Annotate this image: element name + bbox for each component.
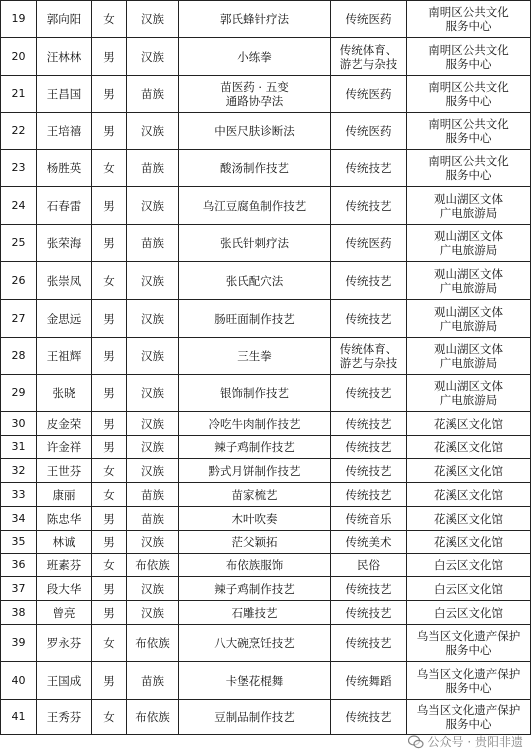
table-row [1,577,531,601]
table-row [1,601,531,625]
cell-gender: 男 [92,76,127,113]
cell-ethnicity: 苗族 [127,483,179,507]
table-row [1,459,531,483]
cell-name: 王秀芬 [37,700,92,735]
cell-project: 辣子鸡制作技艺 [179,577,331,601]
cell-category: 传统医药 [331,76,407,113]
cell-project: 郭氏蜂针疗法 [179,1,331,38]
cell-category: 传统技艺 [331,262,407,300]
cell-number: 23 [1,150,37,187]
cell-project: 肠旺面制作技艺 [179,300,331,338]
table-row [1,76,531,113]
cell-name: 许金祥 [37,436,92,459]
cell-gender: 女 [92,483,127,507]
cell-number: 26 [1,262,37,300]
cell-category: 传统技艺 [331,577,407,601]
cell-unit: 观山湖区文体 广电旅游局 [407,262,531,300]
cell-number: 28 [1,338,37,375]
cell-project: 木叶吹奏 [179,507,331,531]
cell-gender: 女 [92,262,127,300]
cell-unit: 观山湖区文体 广电旅游局 [407,375,531,412]
cell-category: 传统技艺 [331,187,407,225]
cell-gender: 男 [92,412,127,436]
cell-category: 传统技艺 [331,700,407,735]
cell-category: 传统技艺 [331,375,407,412]
cell-unit: 乌当区文化遗产保护 服务中心 [407,700,531,735]
cell-ethnicity: 汉族 [127,187,179,225]
cell-ethnicity: 汉族 [127,577,179,601]
cell-ethnicity: 汉族 [127,262,179,300]
cell-name: 陈忠华 [37,507,92,531]
table-body [1,1,531,735]
cell-name: 林诚 [37,531,92,554]
cell-ethnicity: 苗族 [127,225,179,262]
cell-ethnicity: 汉族 [127,38,179,76]
cell-number: 24 [1,187,37,225]
cell-category: 传统技艺 [331,150,407,187]
cell-unit: 南明区公共文化 服务中心 [407,150,531,187]
cell-category: 传统医药 [331,1,407,38]
cell-name: 罗永芬 [37,625,92,662]
cell-gender: 女 [92,700,127,735]
cell-name: 班素芬 [37,554,92,577]
cell-number: 33 [1,483,37,507]
cell-name: 段大华 [37,577,92,601]
cell-number: 38 [1,601,37,625]
cell-category: 传统技艺 [331,601,407,625]
cell-project: 张氏针刺疗法 [179,225,331,262]
cell-ethnicity: 布依族 [127,554,179,577]
cell-ethnicity: 汉族 [127,531,179,554]
cell-category: 传统医药 [331,225,407,262]
cell-name: 杨胜英 [37,150,92,187]
cell-category: 传统技艺 [331,436,407,459]
table-row [1,187,531,225]
cell-category: 传统技艺 [331,412,407,436]
cell-name: 汪林林 [37,38,92,76]
cell-gender: 男 [92,225,127,262]
cell-category: 民俗 [331,554,407,577]
cell-number: 19 [1,1,37,38]
table-row [1,412,531,436]
cell-category: 传统技艺 [331,459,407,483]
cell-number: 27 [1,300,37,338]
cell-name: 王国成 [37,662,92,700]
table-row [1,225,531,262]
cell-name: 王祖辉 [37,338,92,375]
cell-category: 传统技艺 [331,483,407,507]
cell-unit: 观山湖区文体 广电旅游局 [407,187,531,225]
cell-project: 苗家梳艺 [179,483,331,507]
cell-category: 传统音乐 [331,507,407,531]
cell-ethnicity: 汉族 [127,436,179,459]
table-row [1,300,531,338]
table-row [1,483,531,507]
cell-number: 35 [1,531,37,554]
cell-unit: 白云区文化馆 [407,554,531,577]
cell-ethnicity: 汉族 [127,338,179,375]
cell-gender: 男 [92,436,127,459]
cell-ethnicity: 汉族 [127,412,179,436]
cell-ethnicity: 苗族 [127,507,179,531]
cell-ethnicity: 汉族 [127,459,179,483]
cell-project: 茫父颖拓 [179,531,331,554]
cell-project: 中医尺肤诊断法 [179,113,331,150]
table-row [1,1,531,38]
cell-project: 银饰制作技艺 [179,375,331,412]
cell-ethnicity: 汉族 [127,1,179,38]
cell-number: 37 [1,577,37,601]
cell-project: 豆制品制作技艺 [179,700,331,735]
cell-project: 卡堡花棍舞 [179,662,331,700]
table-row [1,700,531,735]
cell-ethnicity: 汉族 [127,300,179,338]
cell-gender: 男 [92,662,127,700]
cell-name: 石春雷 [37,187,92,225]
table-row [1,662,531,700]
cell-ethnicity: 布依族 [127,700,179,735]
cell-number: 21 [1,76,37,113]
cell-number: 31 [1,436,37,459]
cell-number: 22 [1,113,37,150]
table-row [1,375,531,412]
cell-gender: 男 [92,300,127,338]
table-row [1,507,531,531]
cell-number: 32 [1,459,37,483]
account-watermark [408,733,523,750]
cell-unit: 花溪区文化馆 [407,436,531,459]
table-row [1,625,531,662]
table-row [1,262,531,300]
cell-number: 36 [1,554,37,577]
cell-unit: 观山湖区文体 广电旅游局 [407,338,531,375]
cell-ethnicity: 汉族 [127,113,179,150]
table-row [1,38,531,76]
cell-gender: 男 [92,338,127,375]
cell-gender: 男 [92,187,127,225]
cell-name: 郭向阳 [37,1,92,38]
cell-category: 传统美术 [331,531,407,554]
cell-gender: 女 [92,150,127,187]
cell-gender: 男 [92,113,127,150]
cell-gender: 女 [92,625,127,662]
cell-unit: 南明区公共文化 服务中心 [407,1,531,38]
table-row [1,338,531,375]
cell-unit: 花溪区文化馆 [407,531,531,554]
cell-number: 34 [1,507,37,531]
cell-name: 康丽 [37,483,92,507]
cell-unit: 南明区公共文化 服务中心 [407,76,531,113]
cell-name: 金思远 [37,300,92,338]
table-row [1,113,531,150]
table-row [1,150,531,187]
cell-project: 布依族服饰 [179,554,331,577]
cell-name: 王昌国 [37,76,92,113]
cell-gender: 男 [92,38,127,76]
cell-unit: 花溪区文化馆 [407,507,531,531]
cell-category: 传统体育、 游艺与杂技 [331,338,407,375]
cell-gender: 女 [92,459,127,483]
cell-unit: 白云区文化馆 [407,601,531,625]
cell-unit: 乌当区文化遗产保护 服务中心 [407,625,531,662]
cell-number: 20 [1,38,37,76]
cell-gender: 女 [92,554,127,577]
cell-gender: 男 [92,507,127,531]
cell-unit: 白云区文化馆 [407,577,531,601]
cell-name: 曾亮 [37,601,92,625]
cell-category: 传统技艺 [331,300,407,338]
cell-ethnicity: 苗族 [127,76,179,113]
cell-ethnicity: 汉族 [127,375,179,412]
cell-unit: 乌当区文化遗产保护 服务中心 [407,662,531,700]
cell-gender: 男 [92,601,127,625]
cell-number: 41 [1,700,37,735]
cell-project: 冷吃牛肉制作技艺 [179,412,331,436]
cell-ethnicity: 布依族 [127,625,179,662]
cell-project: 张氏配穴法 [179,262,331,300]
cell-project: 辣子鸡制作技艺 [179,436,331,459]
cell-project: 苗医药 · 五变 通路协孕法 [179,76,331,113]
table-row [1,554,531,577]
wechat-icon [408,734,424,750]
cell-project: 黔式月饼制作技艺 [179,459,331,483]
cell-name: 张荣海 [37,225,92,262]
table-row [1,531,531,554]
cell-unit: 花溪区文化馆 [407,412,531,436]
cell-unit: 观山湖区文体 广电旅游局 [407,300,531,338]
cell-project: 小练拳 [179,38,331,76]
cell-unit: 南明区公共文化 服务中心 [407,38,531,76]
cell-name: 王世芬 [37,459,92,483]
cell-gender: 男 [92,531,127,554]
cell-unit: 南明区公共文化 服务中心 [407,113,531,150]
cell-number: 25 [1,225,37,262]
cell-ethnicity: 苗族 [127,150,179,187]
cell-project: 八大碗烹饪技艺 [179,625,331,662]
cell-unit: 花溪区文化馆 [407,459,531,483]
cell-name: 张晓 [37,375,92,412]
cell-number: 30 [1,412,37,436]
table-row [1,436,531,459]
cell-category: 传统技艺 [331,625,407,662]
cell-ethnicity: 苗族 [127,662,179,700]
cell-number: 40 [1,662,37,700]
cell-gender: 女 [92,1,127,38]
cell-project: 三生拳 [179,338,331,375]
cell-project: 酸汤制作技艺 [179,150,331,187]
cell-name: 张崇凤 [37,262,92,300]
cell-category: 传统舞蹈 [331,662,407,700]
cell-name: 皮金荣 [37,412,92,436]
cell-category: 传统体育、 游艺与杂技 [331,38,407,76]
cell-unit: 观山湖区文体 广电旅游局 [407,225,531,262]
cell-category: 传统医药 [331,113,407,150]
cell-unit: 花溪区文化馆 [407,483,531,507]
watermark-text: 公众号 · 贵阳非遗 [427,735,523,749]
cell-gender: 男 [92,375,127,412]
cell-number: 29 [1,375,37,412]
cell-project: 乌江豆腐鱼制作技艺 [179,187,331,225]
cell-project: 石雕技艺 [179,601,331,625]
cell-ethnicity: 汉族 [127,601,179,625]
cell-gender: 男 [92,577,127,601]
cell-name: 王培禧 [37,113,92,150]
cell-number: 39 [1,625,37,662]
